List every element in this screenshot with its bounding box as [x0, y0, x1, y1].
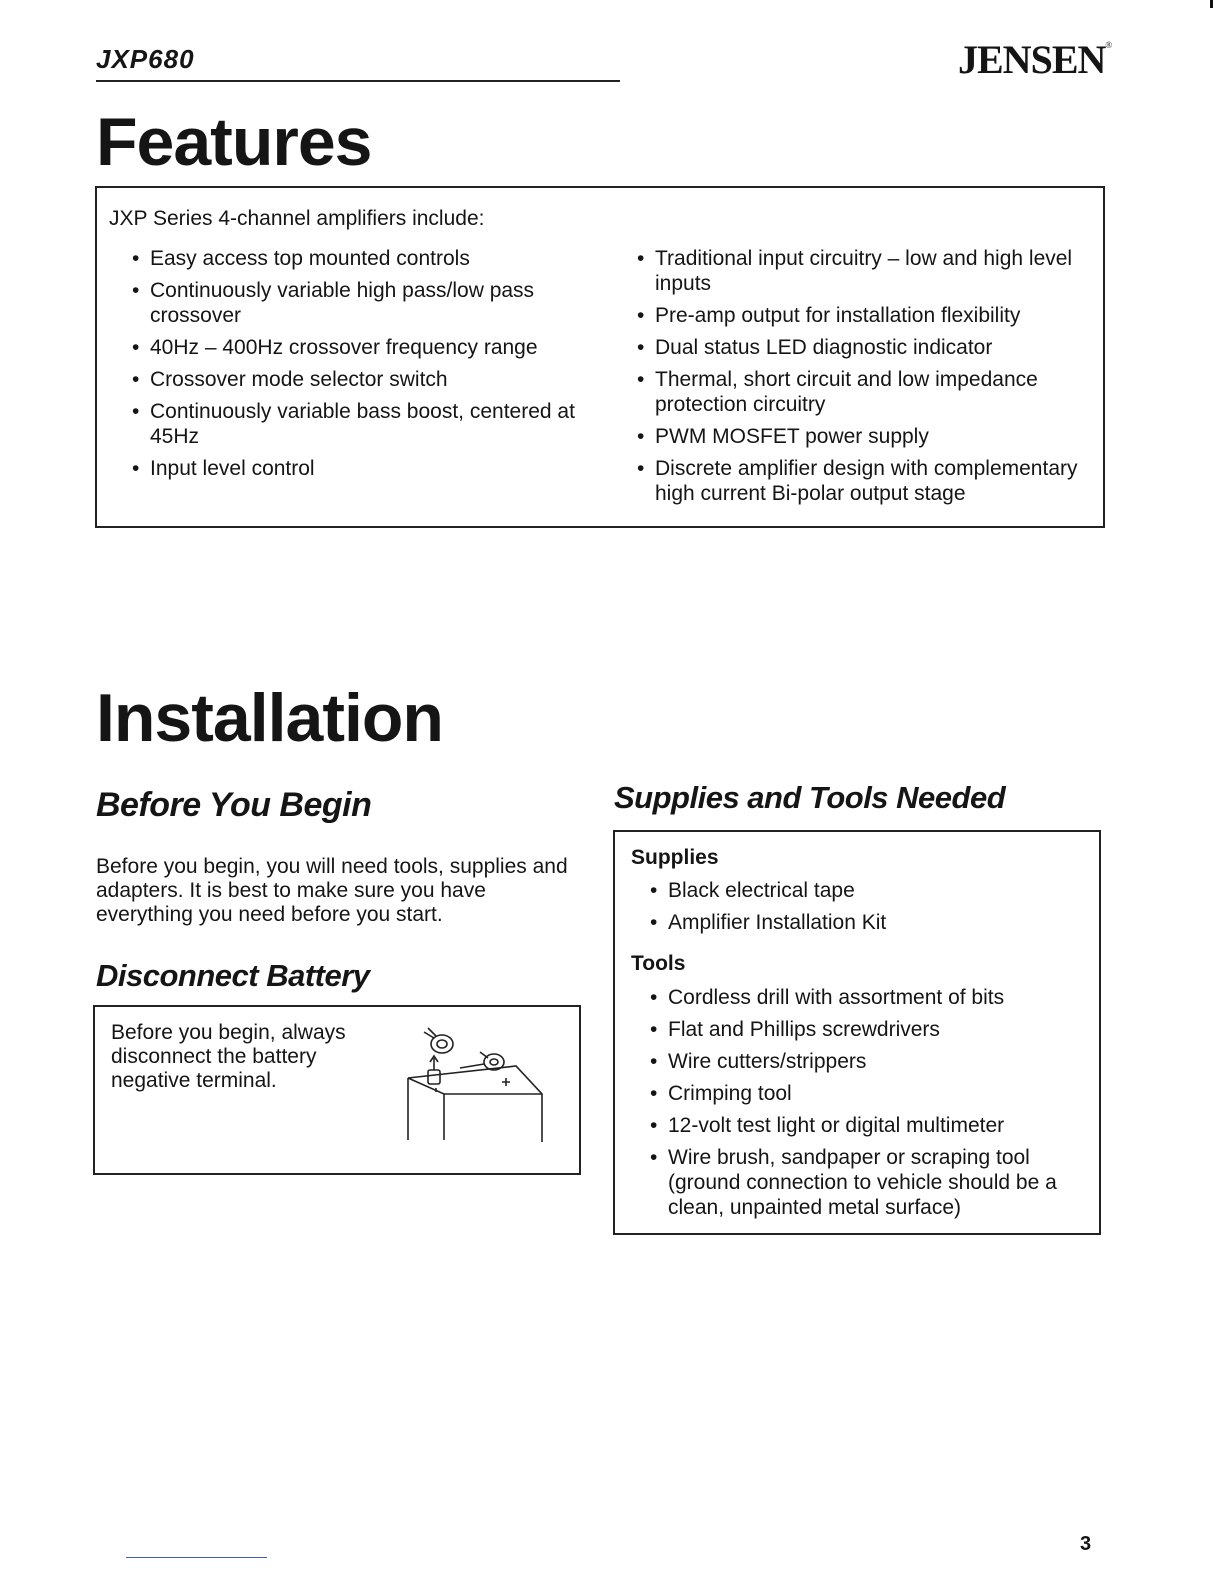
feature-item: • Continuously variable high pass/low pass crossover — [127, 278, 597, 328]
tool-item: • 12-volt test light or digital multimeter — [645, 1113, 1085, 1138]
feature-item: • Dual status LED diagnostic indicator — [632, 335, 1102, 360]
features-list-left — [127, 246, 597, 488]
feature-item: • Easy access top mounted controls — [127, 246, 597, 271]
tool-item: • Flat and Phillips screwdrivers — [645, 1017, 1085, 1042]
registered-mark: ® — [1105, 40, 1112, 50]
features-list-right — [632, 246, 1102, 513]
supplies-label: Supplies — [631, 846, 719, 869]
feature-item: • Traditional input circuitry – low and high level inputs — [632, 246, 1102, 296]
model-number: JXP680 — [96, 44, 195, 74]
disconnect-battery-text: Before you begin, always disconnect the battery negative terminal. — [111, 1021, 346, 1092]
features-title: Features — [96, 104, 372, 180]
supply-item: • Amplifier Installation Kit — [645, 910, 1085, 935]
tool-item: • Cordless drill with assortment of bits — [645, 985, 1085, 1010]
disconnect-battery-title: Disconnect Battery — [96, 958, 370, 993]
features-intro: JXP Series 4-channel amplifiers include: — [109, 207, 485, 230]
footer-rule — [126, 1557, 267, 1558]
feature-item: • Input level control — [127, 456, 597, 481]
brand-name: JENSEN — [958, 37, 1106, 82]
installation-title: Installation — [96, 680, 443, 756]
feature-item: • Crossover mode selector switch — [127, 367, 597, 392]
edge-mark — [1210, 0, 1213, 8]
feature-item: • 40Hz – 400Hz crossover frequency range — [127, 335, 597, 360]
supplies-tools-title: Supplies and Tools Needed — [614, 780, 1006, 815]
before-you-begin-text: Before you begin, you will need tools, supplies and adapters. It is best to make sure you have everything you need before you start. — [96, 855, 568, 926]
feature-item: • PWM MOSFET power supply — [632, 424, 1102, 449]
feature-item: • Discrete amplifier design with complementary high current Bi-polar output stage — [632, 456, 1102, 506]
header-rule — [96, 80, 620, 82]
supplies-list — [645, 878, 1085, 942]
tool-item: • Wire brush, sandpaper or scraping tool (ground connection to vehicle should be a clean, unpainted metal surface) — [645, 1145, 1085, 1220]
battery-terminal-icon — [396, 1018, 556, 1150]
feature-item: • Pre-amp output for installation flexibility — [632, 303, 1102, 328]
before-you-begin-title: Before You Begin — [96, 786, 372, 824]
brand-logo — [958, 36, 1111, 83]
feature-item: • Thermal, short circuit and low impedance protection circuitry — [632, 367, 1102, 417]
feature-item: • Continuously variable bass boost, centered at 45Hz — [127, 399, 597, 449]
tools-list — [645, 985, 1085, 1227]
tool-item: • Wire cutters/strippers — [645, 1049, 1085, 1074]
supply-item: • Black electrical tape — [645, 878, 1085, 903]
page-number: 3 — [1080, 1533, 1092, 1555]
tools-label: Tools — [631, 952, 686, 975]
tool-item: • Crimping tool — [645, 1081, 1085, 1106]
